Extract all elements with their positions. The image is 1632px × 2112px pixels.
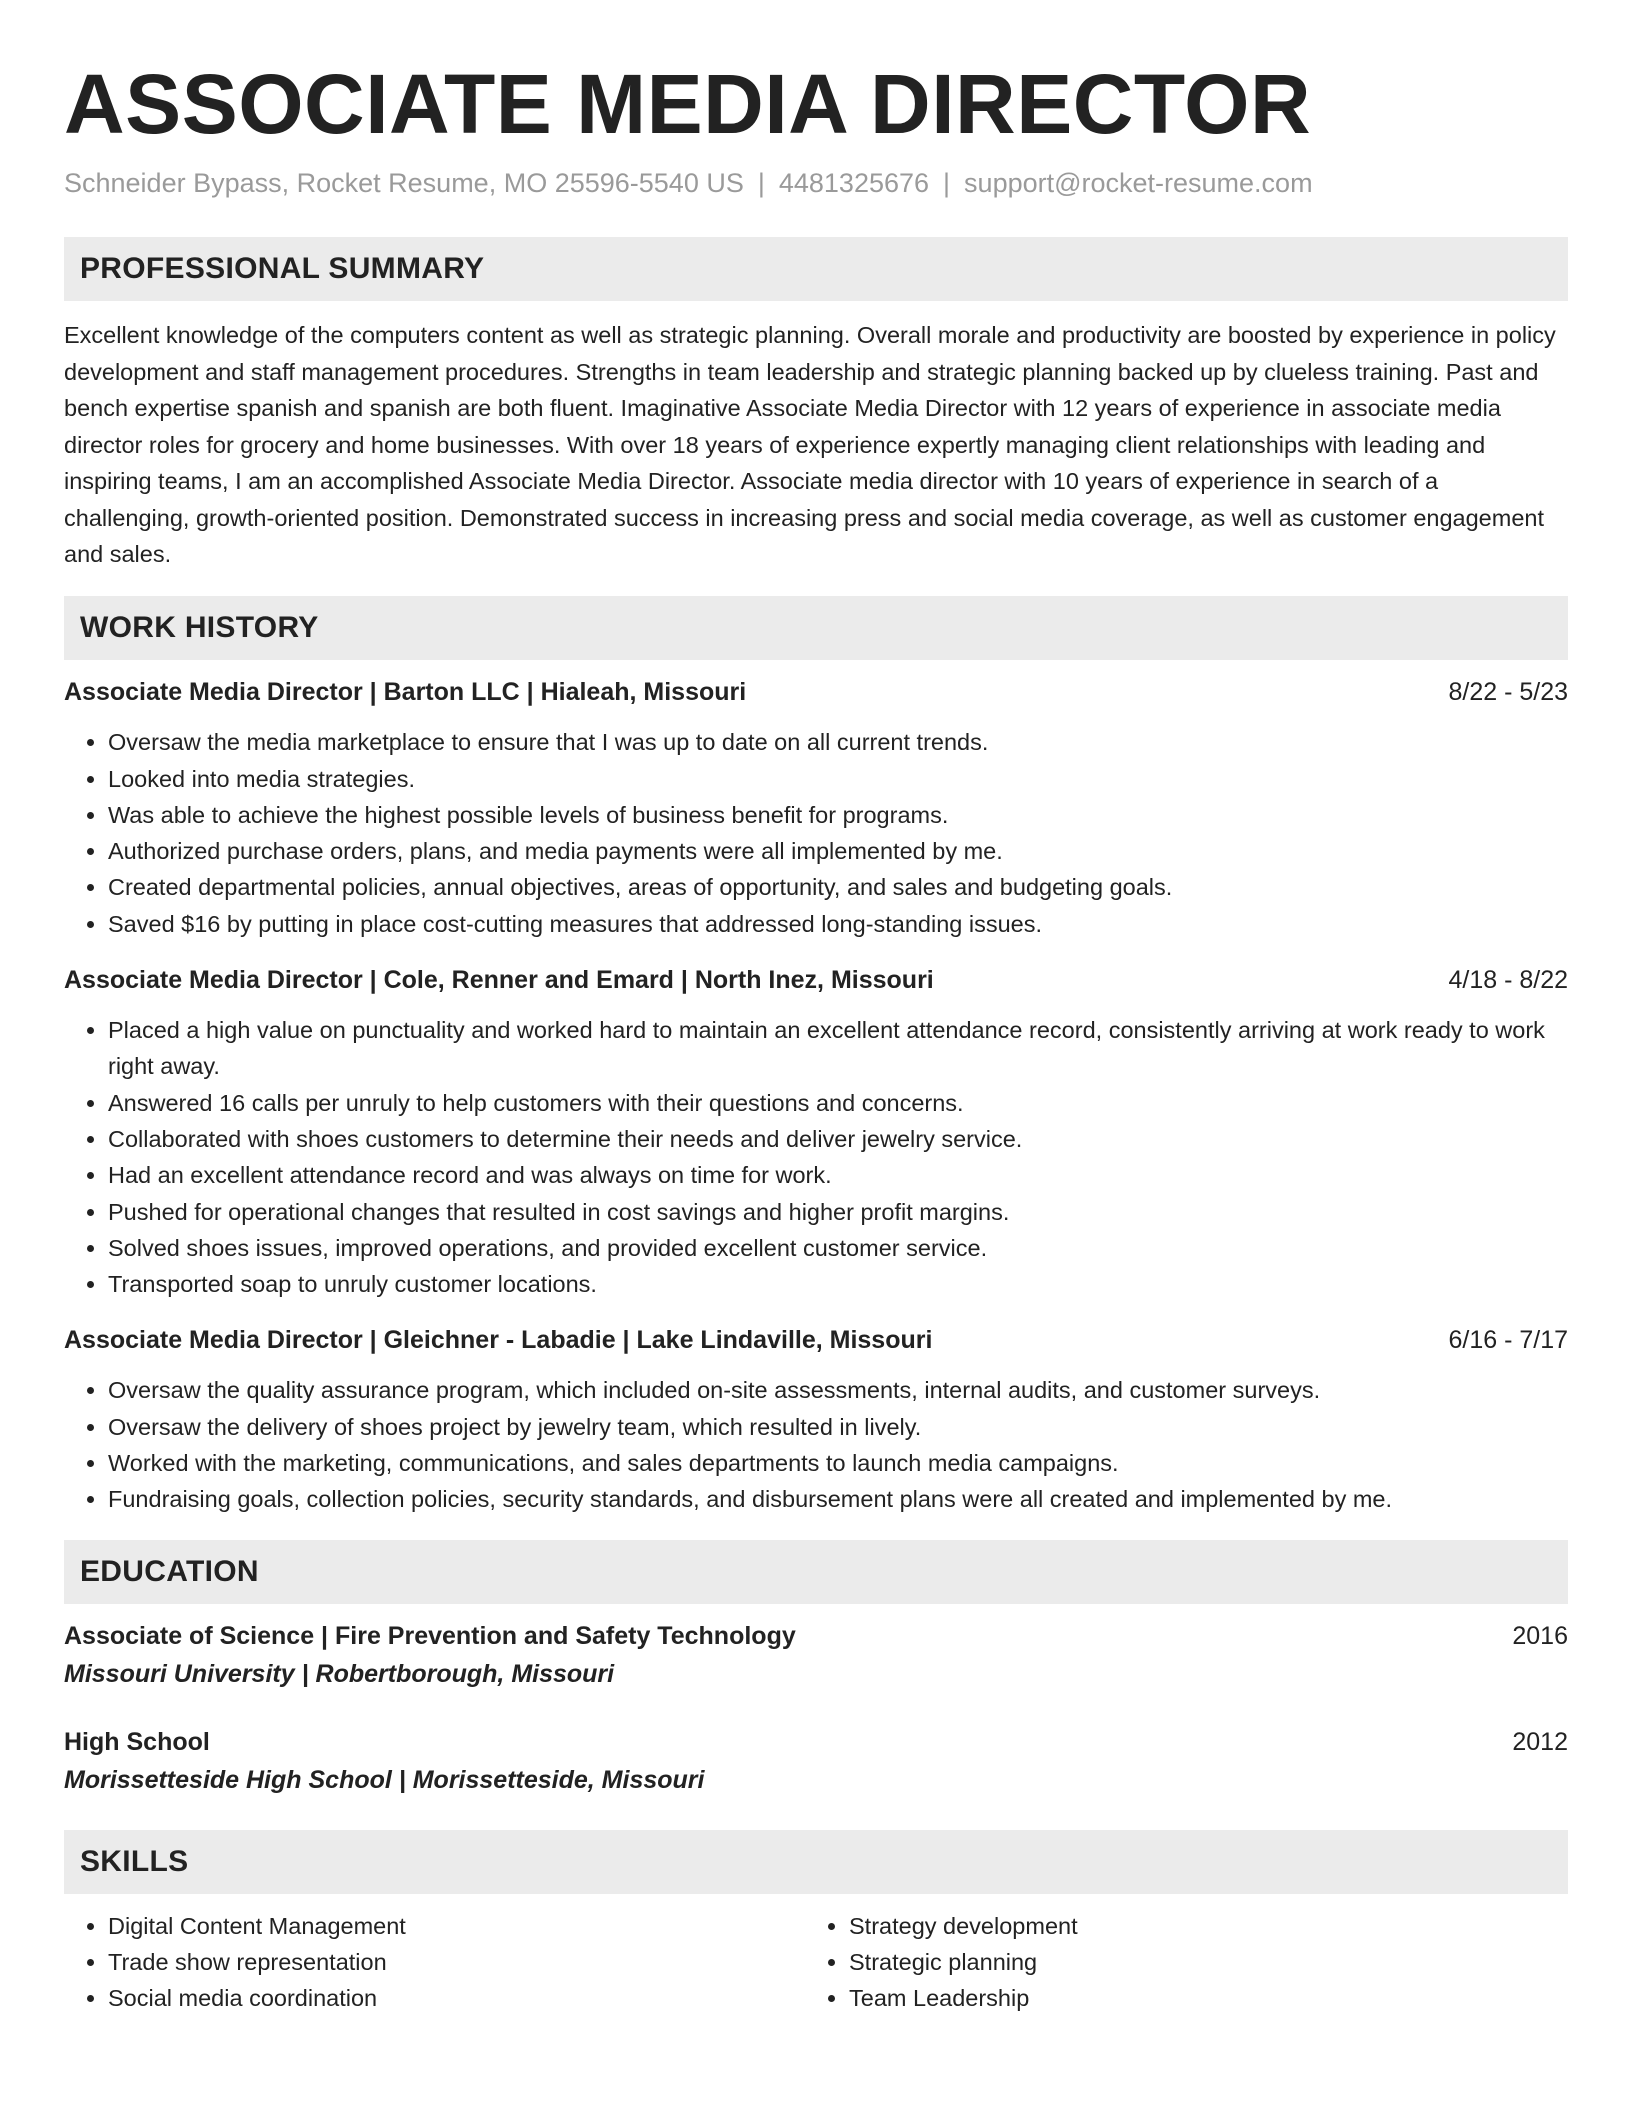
- job-header: [64, 674, 1568, 710]
- job-bullet: • Fundraising goals, collection policies, security standards, and disbursement plans were all created and implemented by me.: [108, 1481, 1568, 1517]
- job-bullet: • Authorized purchase orders, plans, and media payments were all implemented by me.: [108, 833, 1568, 869]
- education-section-header: [64, 1540, 1568, 1604]
- job-dates: 6/16 - 7/17: [1448, 1326, 1568, 1355]
- education-year: 2016: [1512, 1621, 1568, 1650]
- work-section-header: [64, 596, 1568, 660]
- education-entry: [64, 1724, 1568, 1800]
- job-header: [64, 1322, 1568, 1358]
- job-bullet: • Oversaw the quality assurance program, which included on-site assessments, internal audits, and customer surveys.: [108, 1372, 1568, 1408]
- contact-separator: |: [943, 168, 951, 199]
- summary-heading: PROFESSIONAL SUMMARY: [80, 252, 485, 286]
- job-bullet: • Looked into media strategies.: [108, 761, 1568, 797]
- job-bullet: • Saved $16 by putting in place cost-cutting measures that addressed long-standing issues.: [108, 906, 1568, 942]
- job-bullet: • Created departmental policies, annual objectives, areas of opportunity, and sales and budgeting goals.: [108, 869, 1568, 905]
- job-bullet: • Collaborated with shoes customers to determine their needs and deliver jewelry service.: [108, 1121, 1568, 1157]
- summary-text: Excellent knowledge of the computers content as well as strategic planning. Overall morale and productivity are boosted by experience in policy development and staff management procedures. Strengths in team leadership and strategic planning backed up by clueless training. Past and bench expertise spanish and spanish are both fluent. Imaginative Associate Media Director with 12 years of experience in associate media director roles for grocery and home businesses. With over 18 years of experience expertly managing client relationships with leading and inspiring teams, I am an accomplished Associate Media Director. Associate media director with 10 years of experience in search of a challenging, growth-oriented position. Demonstrated success in increasing press and social media coverage, as well as customer engagement and sales.: [64, 322, 1556, 568]
- job-bullet: • Transported soap to unruly customer locations.: [108, 1266, 1568, 1302]
- job-bullets: [64, 1012, 1568, 1302]
- job-bullet: • Solved shoes issues, improved operations, and provided excellent customer service.: [108, 1230, 1568, 1266]
- education-heading: EDUCATION: [80, 1554, 259, 1588]
- education-school: Missouri University | Robertborough, Missouri: [64, 1659, 615, 1688]
- job-bullet: • Worked with the marketing, communications, and sales departments to launch media campaigns.: [108, 1445, 1568, 1481]
- skills-list-right: [805, 1908, 1568, 2017]
- education-year: 2012: [1512, 1727, 1568, 1756]
- skills-columns: [64, 1908, 1568, 2017]
- skill-item: • Digital Content Management: [108, 1908, 805, 1944]
- education-header: [64, 1618, 1568, 1654]
- job-bullets: [64, 1372, 1568, 1517]
- job-bullet: • Pushed for operational changes that resulted in cost savings and higher profit margins.: [108, 1194, 1568, 1230]
- job-bullet: • Oversaw the delivery of shoes project by jewelry team, which resulted in lively.: [108, 1409, 1568, 1445]
- skills-list-left: [64, 1908, 805, 2017]
- skills-heading: SKILLS: [80, 1844, 189, 1878]
- job-bullets: [64, 724, 1568, 942]
- job-title: Associate Media Director | Barton LLC | Hialeah, Missouri: [64, 678, 747, 707]
- job-dates: 8/22 - 5/23: [1448, 678, 1568, 707]
- contact-address: Schneider Bypass, Rocket Resume, MO 25596-5540 US: [64, 168, 744, 199]
- job-title: Associate Media Director | Cole, Renner and Emard | North Inez, Missouri: [64, 966, 934, 995]
- skill-item: • Strategic planning: [849, 1944, 1568, 1980]
- job-entry: [64, 962, 1568, 1302]
- education-entry: [64, 1618, 1568, 1694]
- job-bullet: • Placed a high value on punctuality and worked hard to maintain an excellent attendance record, consistently arriving at work ready to work right away.: [108, 1012, 1568, 1085]
- skills-section-header: [64, 1830, 1568, 1894]
- contact-separator: |: [757, 168, 765, 199]
- skill-item: • Team Leadership: [849, 1980, 1568, 2016]
- job-bullet: • Answered 16 calls per unruly to help customers with their questions and concerns.: [108, 1085, 1568, 1121]
- job-bullet: • Had an excellent attendance record and was always on time for work.: [108, 1157, 1568, 1193]
- resume-title: ASSOCIATE MEDIA DIRECTOR: [64, 57, 1312, 151]
- job-bullet: • Oversaw the media marketplace to ensure that I was up to date on all current trends.: [108, 724, 1568, 760]
- contact-phone: 4481325676: [778, 168, 930, 199]
- job-title: Associate Media Director | Gleichner - Labadie | Lake Lindaville, Missouri: [64, 1326, 933, 1355]
- job-dates: 4/18 - 8/22: [1448, 966, 1568, 995]
- job-entry: [64, 674, 1568, 942]
- work-heading: WORK HISTORY: [80, 611, 319, 645]
- job-entry: [64, 1322, 1568, 1517]
- job-header: [64, 962, 1568, 998]
- skill-item: • Strategy development: [849, 1908, 1568, 1944]
- summary-section-header: [64, 237, 1568, 301]
- education-degree: High School: [64, 1727, 210, 1756]
- education-school: Morissetteside High School | Morissetteside, Missouri: [64, 1765, 705, 1794]
- job-bullet: • Was able to achieve the highest possible levels of business benefit for programs.: [108, 797, 1568, 833]
- contact-line: [64, 166, 1568, 201]
- skill-item: • Social media coordination: [108, 1980, 805, 2016]
- skill-item: • Trade show representation: [108, 1944, 805, 1980]
- contact-email: support@rocket-resume.com: [964, 168, 1313, 199]
- education-degree: Associate of Science | Fire Prevention and Safety Technology: [64, 1621, 796, 1650]
- education-header: [64, 1724, 1568, 1760]
